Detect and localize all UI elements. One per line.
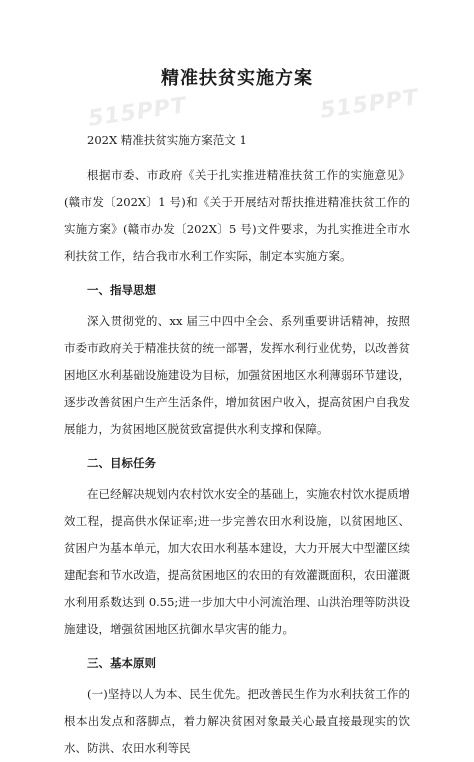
- document-subtitle: 202X 精准扶贫实施方案范文 1: [87, 133, 247, 147]
- section-heading-guiding-ideology: 一、指导思想: [87, 283, 156, 297]
- section-body-basic-principles: (一)坚持以人为本、民生优先。把改善民生作为水利扶贫工作的根本出发点和落脚点，着力解决贫困对象最关心最直接最现实的饮水、防洪、农田水利等民: [64, 687, 410, 755]
- watermark-left: 515PPT: [86, 93, 189, 132]
- document-title: 精准扶贫实施方案: [161, 68, 313, 89]
- section-body-guiding-ideology: 深入贯彻党的、xx 届三中四中全会、系列重要讲话精神，按照市委市政府关于精准扶贫的统一部署，发挥水利行业优势，以改善贫困地区水利基础设施建设为目标，加强贫困地区水利薄弱环节建设，逐步改善贫困户生产生活条件，增加贫困户收入，提高贫困户自我发展能力，为贫困地区脱贫致富提供水利支撑和保障。: [64, 314, 410, 436]
- intro-paragraph: 根据市委、市政府《关于扎实推进精准扶贫工作的实施意见》(赣市发〔202X〕1 号)和《关于开展结对帮扶推进精准扶贫工作的实施方案》(赣市办发〔202X〕5 号)文件要求，为扎实推进全市水利扶贫工作，结合我市水利工作实际，制定本实施方案。: [64, 168, 410, 263]
- section-body-goals-tasks: 在已经解决规划内农村饮水安全的基础上，实施农村饮水提质增效工程，提高供水保证率;进一步完善农田水利设施，以贫困地区、贫困户为基本单元，加大农田水利基本建设，大力开展大中型灌区续建配套和节水改造，提高贫困地区的农田的有效灌溉面积，农田灌溉水利用系数达到 0.55;进一步加大中小河流治理、山洪治理等防洪设施建设，增强贫困地区抗御水旱灾害的能力。: [64, 487, 410, 636]
- section-heading-goals-tasks: 二、目标任务: [87, 456, 156, 470]
- section-heading-basic-principles: 三、基本原则: [87, 656, 156, 670]
- watermark-right: 515PPT: [318, 85, 421, 124]
